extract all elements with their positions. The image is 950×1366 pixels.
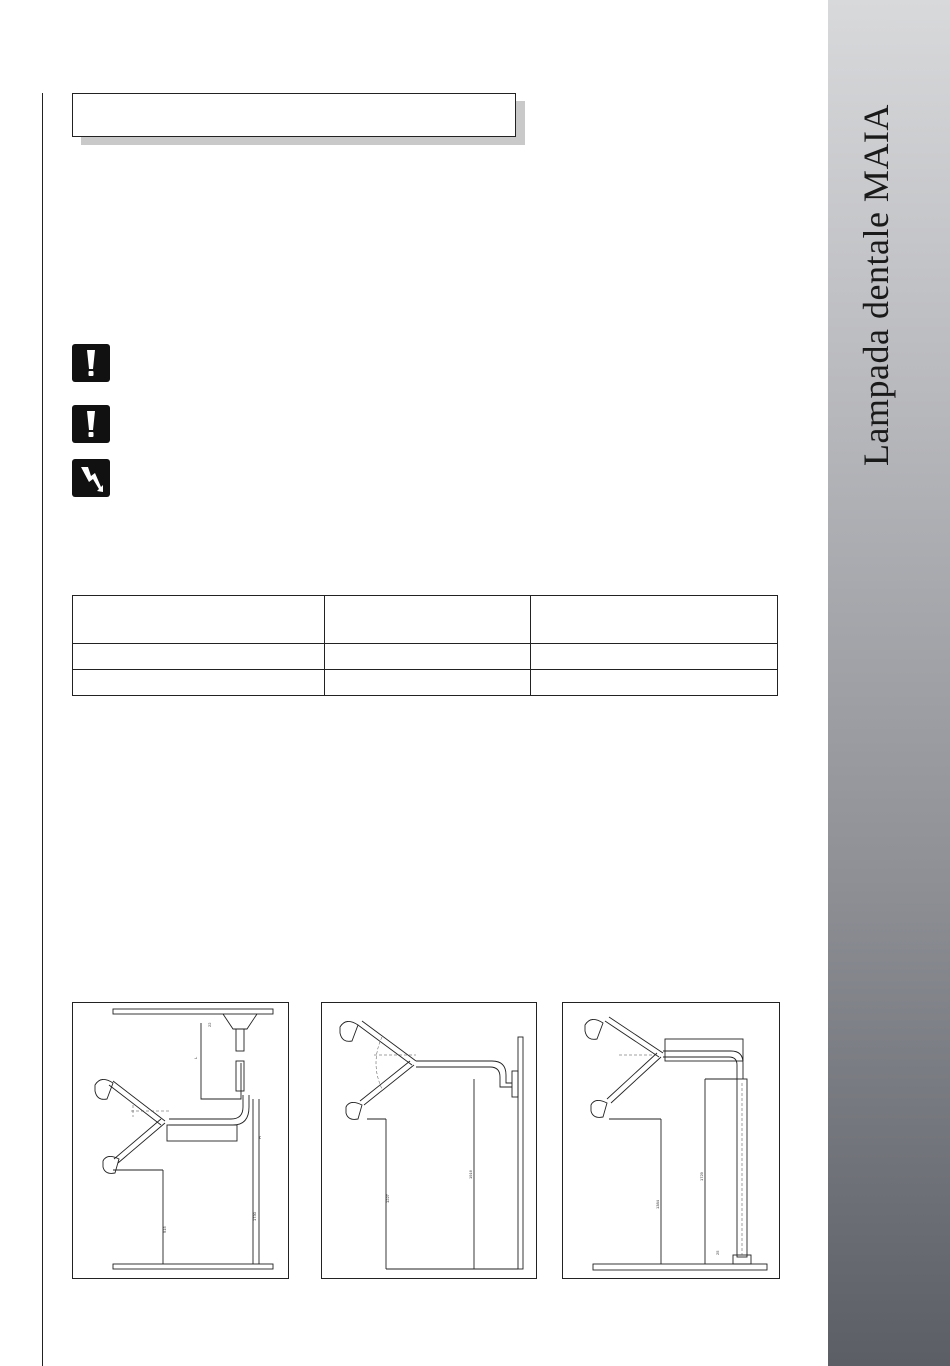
table-header-row [73,596,778,644]
svg-text:25: 25 [715,1250,720,1255]
svg-text:22: 22 [207,1022,212,1027]
svg-text:H: H [257,1136,262,1139]
table-row [73,670,778,696]
svg-text:1729: 1729 [699,1172,704,1181]
table-row [73,644,778,670]
floor-mount-drawing [562,1002,780,1279]
wall-mount-drawing [321,1002,537,1279]
section-title-box [72,93,516,137]
svg-text:L: L [193,1056,198,1059]
caution-icon [72,405,110,443]
margin-rule [42,93,43,1366]
spec-table [72,595,778,696]
high-voltage-icon [72,459,110,497]
svg-text:915: 915 [162,1226,167,1233]
ceiling-mount-drawing [72,1002,289,1279]
svg-text:1730: 1730 [252,1212,257,1221]
svg-text:1916: 1916 [468,1170,473,1179]
product-title-text: Lampada dentale MAIA [856,104,896,466]
svg-text:1227: 1227 [385,1194,390,1203]
svg-text:1384: 1384 [655,1200,660,1209]
caution-icon [72,344,110,382]
